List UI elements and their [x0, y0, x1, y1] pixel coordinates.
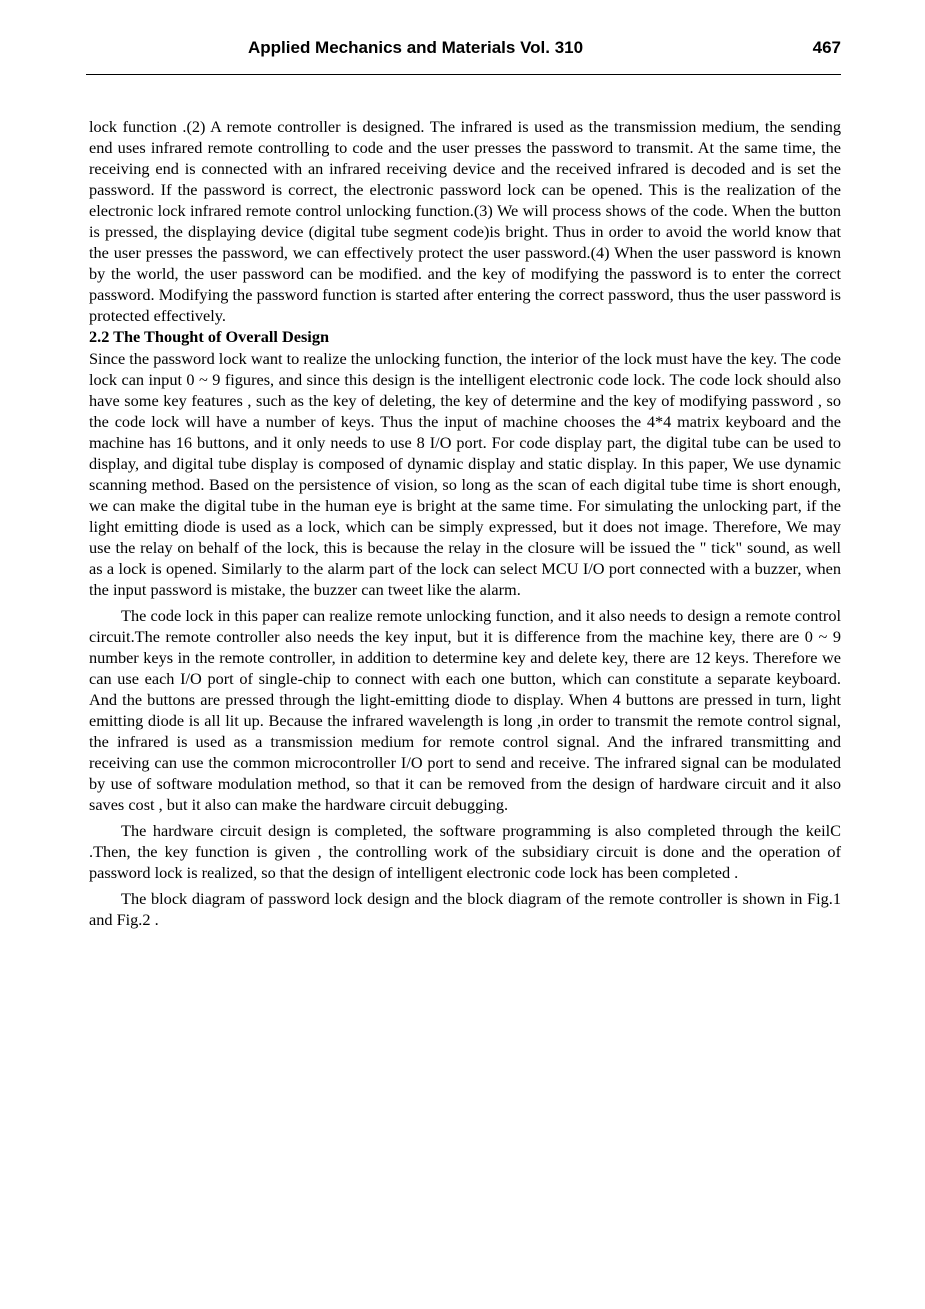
- section-heading: 2.2 The Thought of Overall Design: [89, 327, 330, 346]
- paragraph-software: The hardware circuit design is completed, the software programming is also completed through the keilC .Then, the key function is given , the controlling work of the subsidiary circuit is done and the operation of password lock is realized, so that the design of intelligent electronic code lock has been completed .: [89, 821, 841, 882]
- article-body: [89, 116, 841, 930]
- running-header: [86, 36, 841, 64]
- paragraph-lock-functions: lock function .(2) A remote controller is designed. The infrared is used as the transmission medium, the sending end uses infrared remote controlling to code and the user presses the password to transmit. At the same time, the receiving end is connected with an infrared receiving device and the received infrared is decoded and is set the password. If the password is correct, the electronic password lock can be opened. This is the realization of the electronic lock infrared remote control unlocking function.(3) We will process shows of the code. When the button is pressed, the displaying device (digital tube segment code)is bright. Thus in order to avoid the world know that the user presses the password, we can effectively protect the user password.(4) When the user password is known by the world, the user password can be modified. and the key of modifying the password is to enter the correct password. Modifying the password function is started after entering the correct password, thus the user password is protected effectively.: [89, 117, 841, 325]
- header-divider: [86, 74, 841, 75]
- paragraph-overall-design: Since the password lock want to realize the unlocking function, the interior of the lock must have the key. The code lock can input 0 ~ 9 figures, and since this design is the intelligent electronic code lock. The code lock should also have some key features , such as the key of deleting, the key of determine and the key of modifying password , so the code lock will have a number of keys. Thus the input of machine chooses the 4*4 matrix keyboard and the machine has 16 buttons, and it only needs to use 8 I/O port. For code display part, the digital tube can be used to display, and digital tube display is composed of dynamic display and static display. In this paper, We use dynamic scanning method. Based on the persistence of vision, so long as the scan of each digital tube time is short enough, we can make the digital tube in the human eye is bright at the same time. For simulating the unlocking part, if the light emitting diode is used as a lock, which can be simply expressed, but it does not image. Therefore, We may use the relay on behalf of the lock, this is because the relay in the closure will be issued the " tick" sound, as well as a lock is opened. Similarly to the alarm part of the lock can select MCU I/O port connected with a buzzer, when the input password is mistake, the buzzer can tweet like the alarm.: [89, 349, 841, 599]
- paragraph-figures-reference: The block diagram of password lock design and the block diagram of the remote controller is shown in Fig.1 and Fig.2 .: [89, 889, 841, 929]
- journal-title: Applied Mechanics and Materials Vol. 310: [248, 38, 584, 57]
- page-number: 467: [812, 38, 841, 57]
- paragraph-remote-control: The code lock in this paper can realize remote unlocking function, and it also needs to design a remote control circuit.The remote controller also needs the key input, but it is difference from the machine key, there are 0 ~ 9 number keys in the remote controller, in addition to determine key and delete key, there are 12 keys. Therefore we can use each I/O port of single-chip to connect with each one button, which can constitute a separate keyboard. And the buttons are pressed through the light-emitting diode to display. When 4 buttons are pressed in turn, light emitting diode is all lit up. Because the infrared wavelength is long ,in order to transmit the remote control signal, the infrared is used as a transmission medium for remote control signal. And the infrared transmitting and receiving can use the common microcontroller I/O port to send and receive. The infrared signal can be modulated by use of software modulation method, so that it can be removed from the design of hardware circuit and it also saves cost , but it also can make the hardware circuit debugging.: [89, 606, 841, 814]
